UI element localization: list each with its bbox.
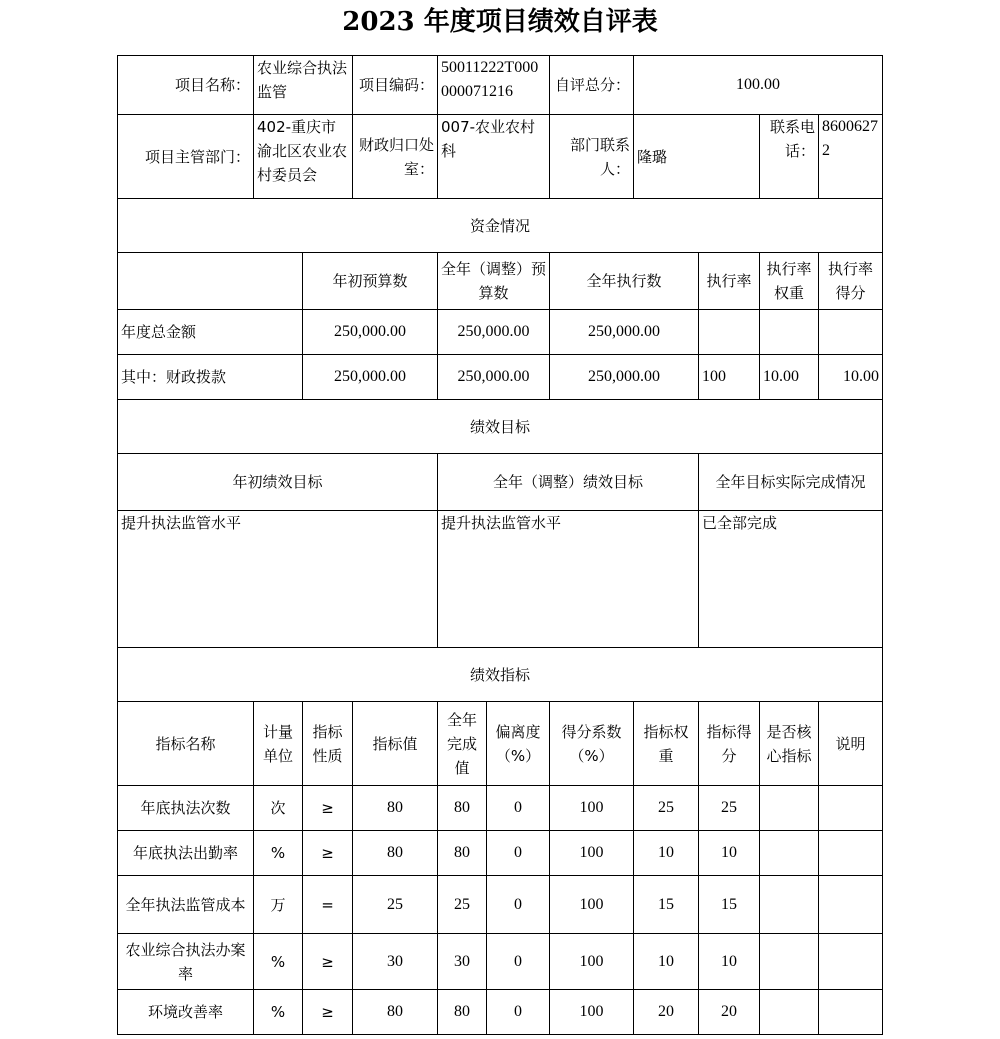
funds-section-row	[118, 199, 883, 253]
goals-header-actual: 全年目标实际完成情况	[699, 454, 883, 511]
self-score: 100.00	[634, 56, 883, 115]
ind-core	[760, 990, 819, 1035]
ind-target: 25	[353, 876, 438, 934]
ind-target: 80	[353, 831, 438, 876]
ind-header-unit: 计量单位	[254, 702, 303, 786]
goals-section-title: 绩效目标	[118, 400, 883, 454]
project-name-label: 项目名称：	[118, 56, 254, 115]
project-name: 农业综合执法监管	[254, 56, 353, 115]
finance: 007-农业农村科	[438, 115, 550, 199]
goal-actual: 已全部完成	[699, 511, 883, 648]
goals-header-initial: 年初绩效目标	[118, 454, 438, 511]
ind-header-core: 是否核心指标	[760, 702, 819, 786]
project-code: 50011222T000000071216	[438, 56, 550, 115]
funds-score: 10.00	[819, 355, 883, 400]
ind-actual: 80	[438, 990, 487, 1035]
funds-rate: 100	[699, 355, 760, 400]
funds-row-label: 年度总金额	[118, 310, 303, 355]
funds-rate	[699, 310, 760, 355]
funds-header-initial: 年初预算数	[303, 253, 438, 310]
ind-coef: 100	[550, 876, 634, 934]
evaluation-table	[117, 55, 883, 1035]
ind-core	[760, 786, 819, 831]
funds-executed: 250,000.00	[550, 355, 699, 400]
ind-deviation: 0	[487, 876, 550, 934]
info-row-1	[118, 56, 883, 115]
ind-name: 全年执法监管成本	[118, 876, 254, 934]
ind-weight: 20	[634, 990, 699, 1035]
ind-nature: ≥	[303, 990, 353, 1035]
ind-weight: 10	[634, 934, 699, 990]
ind-header-weight: 指标权重	[634, 702, 699, 786]
funds-adjusted: 250,000.00	[438, 355, 550, 400]
goals-content-row	[118, 511, 883, 648]
funds-header-rate: 执行率	[699, 253, 760, 310]
ind-coef: 100	[550, 990, 634, 1035]
ind-actual: 25	[438, 876, 487, 934]
ind-name: 农业综合执法办案率	[118, 934, 254, 990]
dept-label: 项目主管部门：	[118, 115, 254, 199]
funds-row	[118, 310, 883, 355]
ind-weight: 10	[634, 831, 699, 876]
ind-target: 30	[353, 934, 438, 990]
indicator-row	[118, 786, 883, 831]
ind-score: 20	[699, 990, 760, 1035]
ind-deviation: 0	[487, 934, 550, 990]
ind-header-score: 指标得分	[699, 702, 760, 786]
goal-initial: 提升执法监管水平	[118, 511, 438, 648]
ind-coef: 100	[550, 786, 634, 831]
ind-target: 80	[353, 786, 438, 831]
goal-adjusted: 提升执法监管水平	[438, 511, 699, 648]
goals-section-row	[118, 400, 883, 454]
ind-nature: ≥	[303, 934, 353, 990]
indicators-header-row	[118, 702, 883, 786]
funds-initial: 250,000.00	[303, 310, 438, 355]
ind-weight: 15	[634, 876, 699, 934]
ind-note	[819, 990, 883, 1035]
funds-score	[819, 310, 883, 355]
ind-header-deviation: 偏离度（%）	[487, 702, 550, 786]
funds-weight: 10.00	[760, 355, 819, 400]
ind-score: 25	[699, 786, 760, 831]
ind-header-nature: 指标性质	[303, 702, 353, 786]
ind-note	[819, 876, 883, 934]
ind-deviation: 0	[487, 786, 550, 831]
phone-label: 联系电话：	[760, 115, 819, 199]
info-row-2	[118, 115, 883, 199]
funds-weight	[760, 310, 819, 355]
ind-coef: 100	[550, 831, 634, 876]
funds-row	[118, 355, 883, 400]
ind-actual: 80	[438, 831, 487, 876]
funds-header-adjusted: 全年（调整）预算数	[438, 253, 550, 310]
funds-row-label: 其中：财政拨款	[118, 355, 303, 400]
ind-note	[819, 831, 883, 876]
indicator-row	[118, 831, 883, 876]
ind-header-note: 说明	[819, 702, 883, 786]
ind-score: 10	[699, 934, 760, 990]
contact-label: 部门联系人：	[550, 115, 634, 199]
ind-unit: %	[254, 934, 303, 990]
indicators-section-row	[118, 648, 883, 702]
dept: 402-重庆市渝北区农业农村委员会	[254, 115, 353, 199]
finance-label: 财政归口处室：	[353, 115, 438, 199]
indicator-row	[118, 876, 883, 934]
ind-nature: ≥	[303, 786, 353, 831]
goals-header-adjusted: 全年（调整）绩效目标	[438, 454, 699, 511]
ind-core	[760, 934, 819, 990]
indicator-row	[118, 934, 883, 990]
contact: 隆璐	[634, 115, 760, 199]
goals-header-row	[118, 454, 883, 511]
ind-name: 年底执法出勤率	[118, 831, 254, 876]
ind-unit: 次	[254, 786, 303, 831]
ind-weight: 25	[634, 786, 699, 831]
ind-nature: =	[303, 876, 353, 934]
ind-name: 年底执法次数	[118, 786, 254, 831]
ind-score: 10	[699, 831, 760, 876]
funds-header-score: 执行率得分	[819, 253, 883, 310]
ind-deviation: 0	[487, 831, 550, 876]
indicators-section-title: 绩效指标	[118, 648, 883, 702]
ind-actual: 30	[438, 934, 487, 990]
funds-header-blank	[118, 253, 303, 310]
ind-header-target: 指标值	[353, 702, 438, 786]
ind-note	[819, 934, 883, 990]
ind-coef: 100	[550, 934, 634, 990]
project-code-label: 项目编码：	[353, 56, 438, 115]
funds-executed: 250,000.00	[550, 310, 699, 355]
ind-score: 15	[699, 876, 760, 934]
ind-header-coef: 得分系数（%）	[550, 702, 634, 786]
ind-actual: 80	[438, 786, 487, 831]
ind-unit: %	[254, 990, 303, 1035]
funds-initial: 250,000.00	[303, 355, 438, 400]
ind-unit: %	[254, 831, 303, 876]
ind-core	[760, 831, 819, 876]
ind-target: 80	[353, 990, 438, 1035]
ind-note	[819, 786, 883, 831]
ind-core	[760, 876, 819, 934]
ind-nature: ≥	[303, 831, 353, 876]
self-score-label: 自评总分：	[550, 56, 634, 115]
funds-adjusted: 250,000.00	[438, 310, 550, 355]
ind-deviation: 0	[487, 990, 550, 1035]
funds-header-executed: 全年执行数	[550, 253, 699, 310]
funds-header-weight: 执行率权重	[760, 253, 819, 310]
funds-section-title: 资金情况	[118, 199, 883, 253]
funds-header-row	[118, 253, 883, 310]
indicator-row	[118, 990, 883, 1035]
ind-unit: 万	[254, 876, 303, 934]
ind-header-name: 指标名称	[118, 702, 254, 786]
page-title: 2023 年度项目绩效自评表	[342, 7, 658, 37]
ind-name: 环境改善率	[118, 990, 254, 1035]
phone: 86006272	[819, 115, 883, 199]
ind-header-actual: 全年完成值	[438, 702, 487, 786]
